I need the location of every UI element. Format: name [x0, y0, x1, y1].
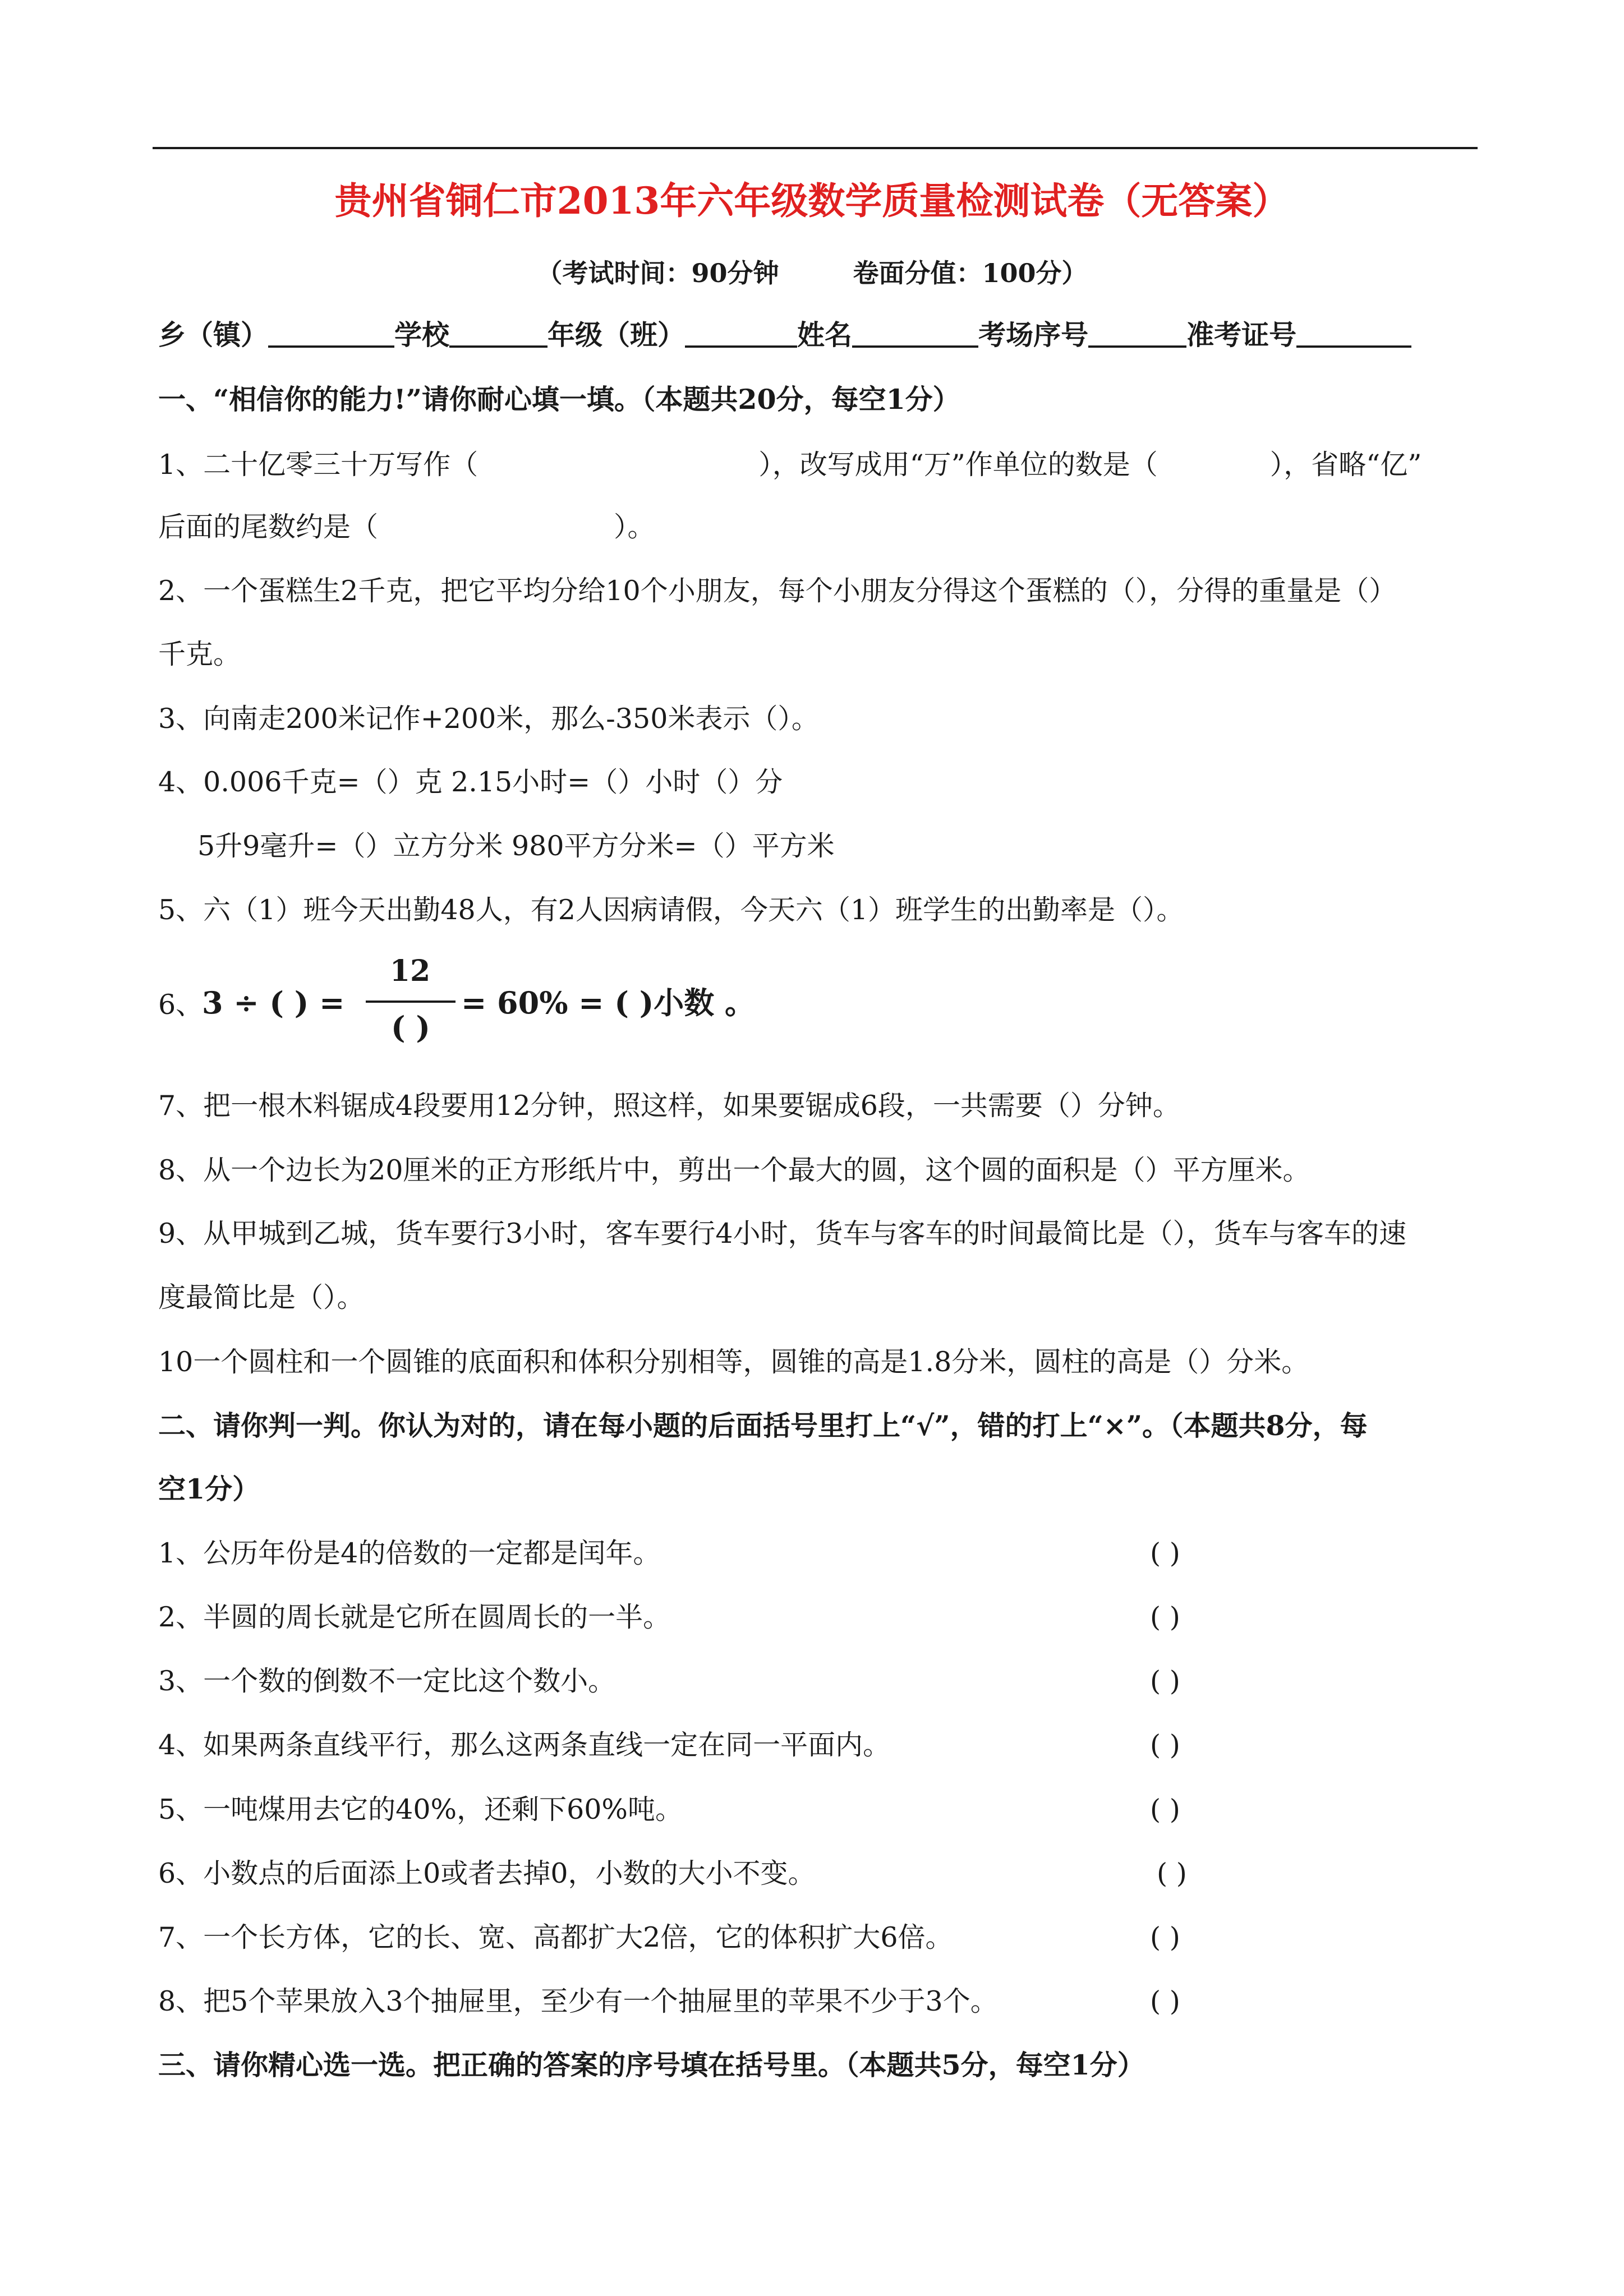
q6-fraction-bar [366, 1001, 456, 1003]
page-title: 贵州省铜仁市2013年六年级数学质量检测试卷（无答案） [334, 179, 1290, 223]
judge-answer-6[interactable]: ( ) [1157, 1857, 1187, 1889]
q6-left-expr: 3 ÷ ( ) = [202, 985, 345, 1021]
q1-line1 [158, 447, 1421, 483]
q7: 7、把一根木料锯成4段要用12分钟，照这样，如果要锯成6段，一共需要（）分钟。 [158, 1090, 1180, 1122]
student-info-line [158, 317, 1411, 353]
info-label-ticket: 准考证号 [1186, 319, 1297, 351]
q9-line2: 度最简比是（）。 [158, 1281, 365, 1313]
judge-answer-4[interactable]: ( ) [1150, 1729, 1180, 1761]
top-rule [153, 147, 1478, 149]
judge-answer-8[interactable]: ( ) [1150, 1985, 1180, 2017]
info-label-grade: 年级（班） [548, 319, 686, 351]
info-label-town: 乡（镇） [158, 319, 269, 351]
town-field[interactable] [268, 319, 394, 348]
q1-text-a: 1、二十亿零三十万写作（ [158, 449, 479, 481]
info-label-school: 学校 [394, 319, 450, 351]
judge-item-2: 2、半圆的周长就是它所在圆周长的一半。 [158, 1601, 671, 1633]
q1-text-e: ）。 [614, 511, 655, 543]
q4-line1: 4、0.006千克=（）克 2.15小时=（）小时（）分 [158, 766, 783, 798]
school-field[interactable] [449, 319, 548, 348]
judge-answer-3[interactable]: ( ) [1150, 1665, 1180, 1697]
judge-item-3: 3、一个数的倒数不一定比这个数小。 [158, 1665, 616, 1697]
room-field[interactable] [1088, 319, 1186, 348]
judge-item-7: 7、一个长方体，它的长、宽、高都扩大2倍，它的体积扩大6倍。 [158, 1921, 953, 1953]
section2-heading-line1: 二、请你判一判。你认为对的，请在每小题的后面括号里打上“√”，错的打上“×”。（本题共8分，每 [158, 1409, 1368, 1442]
judge-answer-2[interactable]: ( ) [1150, 1601, 1180, 1633]
q1-text-c: ），省略“亿” [1269, 449, 1422, 481]
exam-time: （考试时间：90分钟 [536, 258, 779, 288]
exam-score: 卷面分值：100分） [853, 258, 1088, 288]
section3-heading: 三、请你精心选一选。把正确的答案的序号填在括号里。（本题共5分，每空1分） [158, 2049, 1145, 2081]
section1-heading: 一、“相信你的能力!”请你耐心填一填。（本题共20分，每空1分） [158, 383, 960, 416]
q6-numerator: 12 [389, 954, 431, 988]
q1-text-d: 后面的尾数约是（ [158, 511, 379, 543]
q5: 5、六（1）班今天出勤48人，有2人因病请假，今天六（1）班学生的出勤率是（）。 [158, 894, 1184, 926]
judge-item-1: 1、公历年份是4的倍数的一定都是闰年。 [158, 1537, 661, 1569]
info-label-room: 考场序号 [978, 319, 1089, 351]
info-label-name: 姓名 [797, 319, 853, 351]
q8: 8、从一个边长为20厘米的正方形纸片中，剪出一个最大的圆，这个圆的面积是（）平方厘米。 [158, 1154, 1310, 1186]
q6-number: 6、 [158, 989, 204, 1021]
judge-item-4: 4、如果两条直线平行，那么这两条直线一定在同一平面内。 [158, 1729, 891, 1761]
exam-meta [0, 255, 1624, 291]
ticket-field[interactable] [1296, 319, 1411, 348]
section2-heading-line2: 空1分） [158, 1473, 260, 1505]
q3: 3、向南走200米记作+200米，那么-350米表示（）。 [158, 703, 819, 735]
judge-answer-7[interactable]: ( ) [1150, 1921, 1180, 1953]
q4-line2: 5升9毫升=（）立方分米 980平方分米=（）平方米 [197, 830, 835, 862]
judge-answer-1[interactable]: ( ) [1150, 1537, 1180, 1569]
judge-item-5: 5、一吨煤用去它的40%，还剩下60%吨。 [158, 1794, 683, 1825]
q1-text-b: ），改写成用“万”作单位的数是（ [758, 449, 1158, 481]
q1-line2 [158, 509, 655, 545]
name-field[interactable] [852, 319, 978, 348]
q6-denominator: ( ) [391, 1009, 430, 1045]
q9-line1: 9、从甲城到乙城，货车要行3小时，客车要行4小时，货车与客车的时间最简比是（），货车与客车的速 [158, 1218, 1407, 1250]
q10: 10一个圆柱和一个圆锥的底面积和体积分别相等，圆锥的高是1.8分米，圆柱的高是（）分米。 [158, 1346, 1309, 1378]
q6-right-expr: = 60% = ( )小数 。 [461, 985, 756, 1021]
judge-item-6: 6、小数点的后面添上0或者去掉0，小数的大小不变。 [158, 1857, 816, 1889]
judge-answer-5[interactable]: ( ) [1150, 1794, 1180, 1825]
judge-item-8: 8、把5个苹果放入3个抽屉里，至少有一个抽屉里的苹果不少于3个。 [158, 1985, 998, 2017]
grade-field[interactable] [685, 319, 797, 348]
q2-line1: 2、一个蛋糕生2千克，把它平均分给10个小朋友，每个小朋友分得这个蛋糕的（），分得的重量是（） [158, 575, 1397, 607]
q2-line2: 千克。 [158, 638, 241, 670]
